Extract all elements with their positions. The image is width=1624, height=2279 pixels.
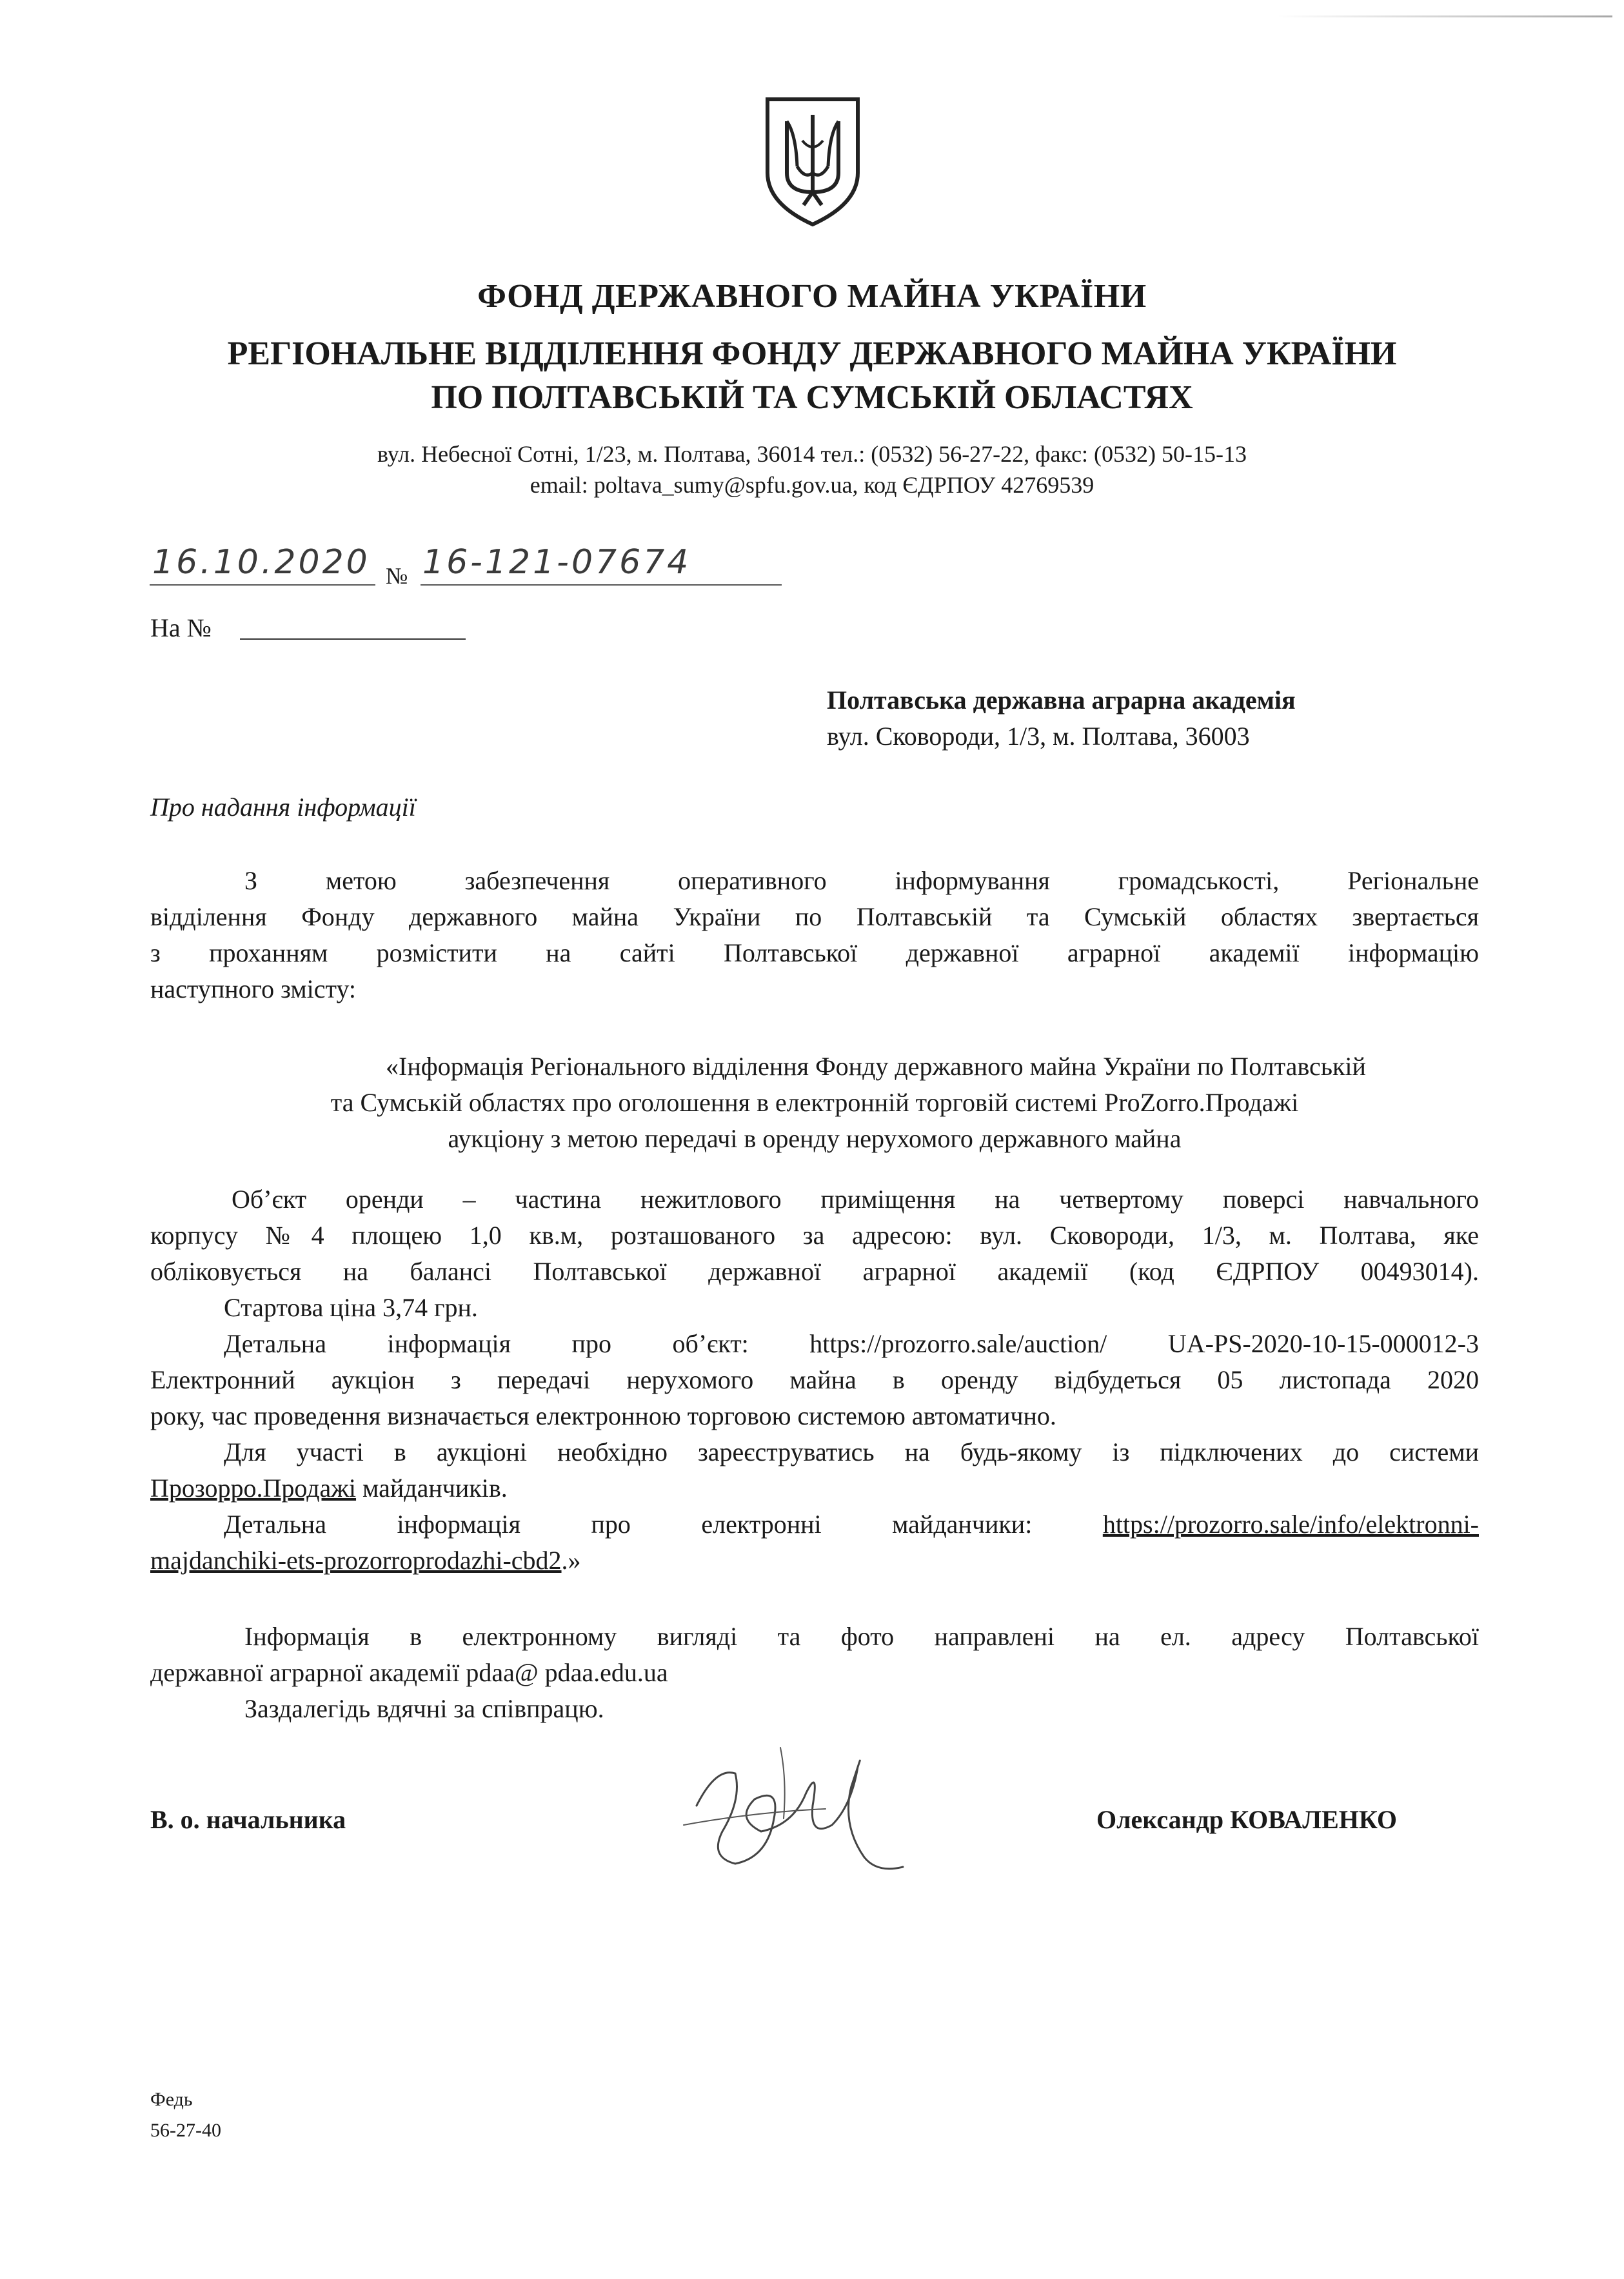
sent-line-2: державної аграрної академії pdaa@ pdaa.edu.ua <box>150 1658 668 1687</box>
org-regional-title-line-1: РЕГІОНАЛЬНЕ ВІДДІЛЕННЯ ФОНДУ ДЕРЖАВНОГО МАЙНА УКРАЇНИ <box>227 335 1397 372</box>
executor-name: Федь <box>150 2089 193 2110</box>
handwritten-date: 16.10.2020 <box>152 543 370 582</box>
number-sign: № <box>386 563 408 589</box>
announcement-title-line-3: аукціону з метою передачі в оренду нерухомого державного майна <box>448 1124 1182 1153</box>
object-details-line: Детальна інформація про об’єкт: https://prozorro.sale/auction/ UA-PS-2020-10-15-000012-3 <box>224 1329 1479 1358</box>
auction-line-2: року, час проведення визначається електронною торговою системою автоматично. <box>150 1401 1056 1430</box>
executor-phone: 56-27-40 <box>150 2120 221 2141</box>
object-line-2: корпусу №4 площею 1,0 кв.м, розташованого за адресою: вул. Сковороди, 1/3, м. Полтава, яке <box>150 1221 1479 1250</box>
platforms-line-2 <box>150 1543 1479 1579</box>
executor-info <box>150 2084 221 2146</box>
closing-paragraph <box>150 1619 1479 1727</box>
org-address-line: вул. Небесної Сотні, 1/23, м. Полтава, 36014 тел.: (0532) 56-27-22, факс: (0532) 50-15-13 <box>377 441 1247 467</box>
addressee-block <box>827 682 1296 755</box>
reference-blank-line <box>240 638 466 640</box>
org-email-line: email: poltava_sumy@spfu.gov.ua, код ЄДРПОУ 42769539 <box>530 472 1094 498</box>
announcement-title-line-1: «Інформація Регіонального відділення Фонду державного майна України по Полтавській <box>386 1052 1366 1081</box>
intro-line-3: з проханням розмістити на сайті Полтавської державної аграрної академії інформацію <box>150 938 1479 967</box>
announcement-title-line-2: та Сумській областях про оголошення в електронній торговій системі ProZorro.Продажі <box>330 1088 1299 1117</box>
letter-subject: Про надання інформації <box>150 793 416 822</box>
signatory-position: В. о. начальника <box>150 1805 346 1834</box>
platforms-line-2-rest: .» <box>561 1546 581 1575</box>
org-regional-title <box>0 332 1624 420</box>
platforms-link-part-1[interactable]: https://prozorro.sale/info/elektronni- <box>1102 1510 1479 1539</box>
handwritten-signature <box>658 1728 929 1889</box>
object-paragraph <box>150 1181 1479 1579</box>
intro-line-2: відділення Фонду державного майна України по Полтавській та Сумській областях звертається <box>150 902 1479 931</box>
coat-of-arms-icon <box>764 95 862 228</box>
announcement-title <box>150 1049 1479 1157</box>
object-line-3: обліковується на балансі Полтавської державної аграрної академії (код ЄДРПОУ 00493014). <box>150 1257 1479 1286</box>
prozorro-link[interactable]: Прозорро.Продажі <box>150 1474 357 1503</box>
sent-line-1: Інформація в електронному вигляді та фото направлені на ел. адресу Полтавської <box>244 1622 1479 1651</box>
org-main-title: ФОНД ДЕРЖАВНОГО МАЙНА УКРАЇНИ <box>477 278 1147 315</box>
intro-paragraph <box>150 863 1479 1007</box>
auction-line-1: Електронний аукціон з передачі нерухомого майна в оренду відбудеться 05 листопада 2020 <box>150 1365 1479 1394</box>
participate-line-2 <box>150 1470 1479 1506</box>
intro-line-1: З метою забезпечення оперативного інформування громадськості, Регіональне <box>244 866 1479 895</box>
thanks-line: Заздалегідь вдячні за співпрацю. <box>244 1694 604 1723</box>
platforms-link-part-2[interactable]: majdanchiki-ets-prozorroprodazhi-cbd2 <box>150 1546 562 1575</box>
reference-label: На № <box>150 613 212 642</box>
addressee-address: вул. Сковороди, 1/3, м. Полтава, 36003 <box>827 722 1250 751</box>
scan-edge-line <box>1277 15 1612 17</box>
addressee-name: Полтавська державна аграрна академія <box>827 686 1296 715</box>
participate-line-2-rest: майданчиків. <box>356 1474 508 1503</box>
handwritten-number: 16-121-07674 <box>422 543 691 582</box>
signatory-name: Олександр КОВАЛЕНКО <box>1096 1805 1398 1834</box>
participate-line-1: Для участі в аукціоні необхідно зареєструватись на будь-якому із підключених до системи <box>224 1437 1479 1466</box>
object-line-1: Об’єкт оренди – частина нежитлового приміщення на четвертому поверсі навчального <box>232 1185 1479 1214</box>
starting-price: Стартова ціна 3,74 грн. <box>224 1293 478 1322</box>
org-contacts <box>0 439 1624 500</box>
platforms-line-1 <box>150 1506 1479 1543</box>
number-underline <box>421 584 782 586</box>
org-regional-title-line-2: ПО ПОЛТАВСЬКІЙ ТА СУМСЬКІЙ ОБЛАСТЯХ <box>431 379 1193 416</box>
intro-line-4: наступного змісту: <box>150 974 357 1003</box>
platforms-text: Детальна інформація про електронні майданчики: <box>224 1510 1103 1539</box>
date-underline <box>150 584 375 586</box>
